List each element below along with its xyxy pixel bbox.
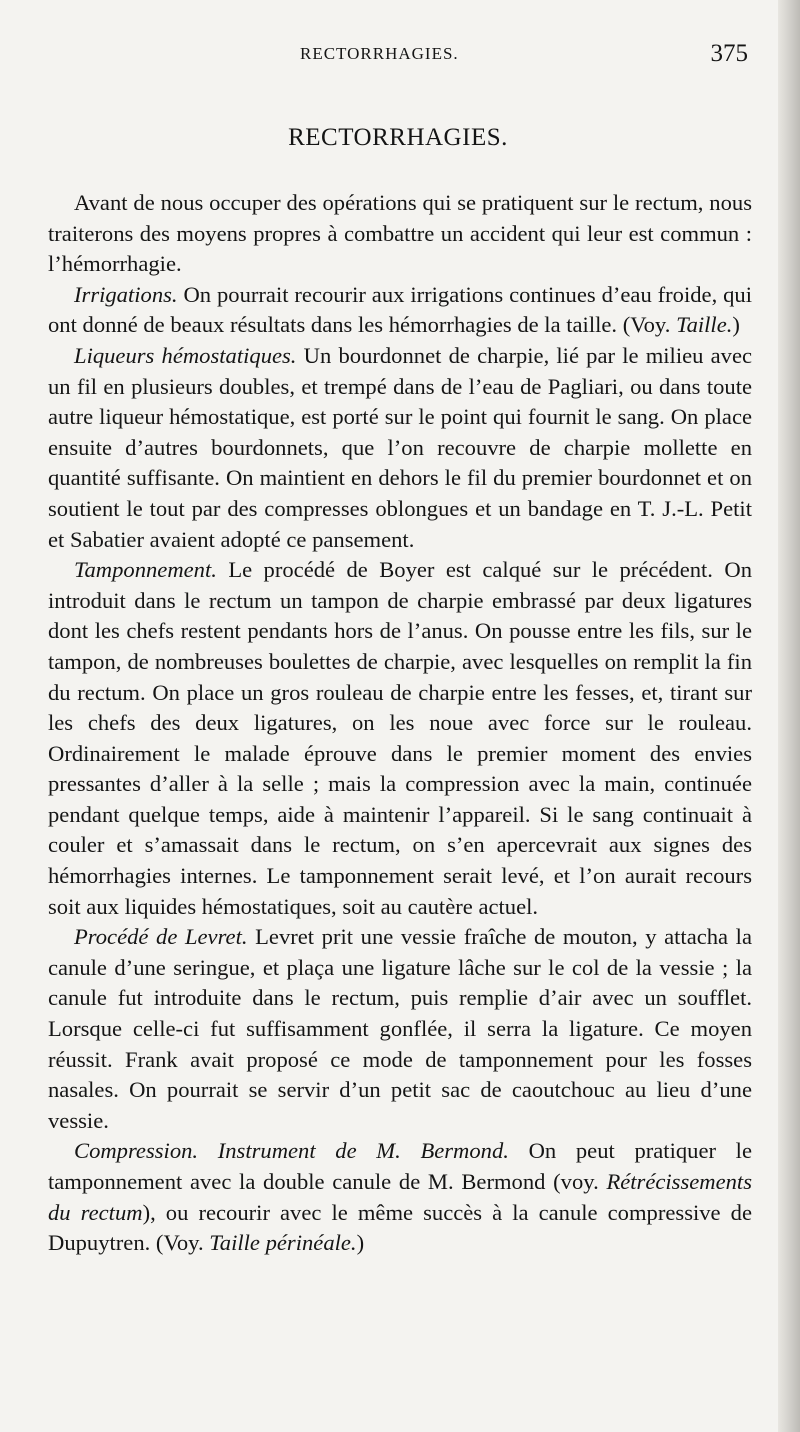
paragraph-tail: ): [732, 312, 740, 338]
paragraph-lead: Tamponnement.: [74, 557, 217, 583]
paragraph-text: On pourrait recourir aux irrigations continues d’eau froide, qui ont donné de beaux résultats dans les hémorrhagies de la taille. (Voy.: [48, 281, 752, 338]
cross-reference: Taille.: [676, 312, 733, 338]
paragraph-text: On peut pratiquer le tamponnement avec la double canule de M. Bermond (voy.: [48, 1138, 752, 1194]
section-title: RECTORRHAGIES.: [288, 124, 508, 151]
paragraph-mid: ), ou recourir avec le même succès à la canule compressive de Dupuytren. (Voy.: [48, 1199, 752, 1256]
paragraph-lead: Procédé de Levret.: [74, 924, 248, 950]
running-title: RECTORRHAGIES.: [300, 44, 459, 63]
cross-reference: Rétrécissements du rectum: [48, 1169, 752, 1225]
paragraph-intro: [48, 188, 752, 280]
paragraph-compression: [48, 1136, 752, 1258]
paragraph-tamponnement: [48, 555, 752, 922]
paragraph-lead: Irrigations.: [74, 281, 178, 307]
body-text: [48, 188, 752, 1259]
paragraph-text: Avant de nous occuper des opérations qui se pratiquent sur le rectum, nous traiterons des moyens propres à combattre un accident qui leur est commun : l’hémorrhagie.: [48, 190, 752, 277]
page-number: 375: [710, 40, 748, 67]
page-edge-shadow: [778, 0, 800, 1432]
paragraph-lead: Compression. Instrument de M. Bermond.: [74, 1138, 509, 1164]
paragraph-text: Le procédé de Boyer est calqué sur le précédent. On introduit dans le rectum un tampon de charpie embrassé par deux ligatures dont les chefs restent pendants hors de l’anus. On pousse entre les fils, sur le tampon, de nombreuses boulettes de charpie, avec lesquelles on remplit la fin du rectum. On place un gros rouleau de charpie entre les fesses, et, tirant sur les chefs des deux ligatures, on les noue avec force sur le rouleau. Ordinairement le malade éprouve dans le premier moment des envies pressantes d’aller à la selle ; mais la compression avec la main, continuée pendant quelque temps, aide à maintenir l’appareil. Si le sang continuait à couler et s’amassait dans le rectum, on s’en apercevrait aux signes des hémorrhagies internes. Le tamponnement serait levé, et l’on aurait recours soit aux liquides hémostatiques, soit au cautère actuel.: [48, 557, 752, 919]
paragraph-text: Levret prit une vessie fraîche de mouton, y attacha la canule d’une seringue, et plaça une ligature lâche sur le col de la vessie ; la canule fut introduite dans le rectum, puis remplie d’air avec un soufflet. Lorsque celle-ci fut suffisamment gonflée, il serra la ligature. Ce moyen réussit. Frank avait proposé ce mode de tamponnement pour les fosses nasales. On pourrait se servir d’un petit sac de caoutchouc au lieu d’une vessie.: [48, 924, 752, 1133]
running-header: [48, 40, 748, 72]
paragraph-tail: ): [356, 1230, 365, 1256]
cross-reference: Taille périnéale.: [209, 1230, 357, 1256]
paragraph-lead: Liqueurs hémostatiques.: [74, 342, 297, 368]
paragraph-levret: [48, 922, 752, 1136]
paragraph-text: Un bourdonnet de charpie, lié par le milieu avec un fil en plusieurs doubles, et trempé dans de l’eau de Pagliari, ou dans toute autre liqueur hémostatique, est porté sur le point qui fournit le sang. On place ensuite d’autres bourdonnets, que l’on recouvre de charpie mollette en quantité suffisante. On maintient en dehors le fil du premier bourdonnet et on soutient le tout par des compresses oblongues et un bandage en T. J.-L. Petit et Sabatier avaient adopté ce pansement.: [48, 342, 753, 552]
paragraph-liqueurs: [48, 341, 752, 555]
paragraph-irrigations: [48, 280, 752, 341]
